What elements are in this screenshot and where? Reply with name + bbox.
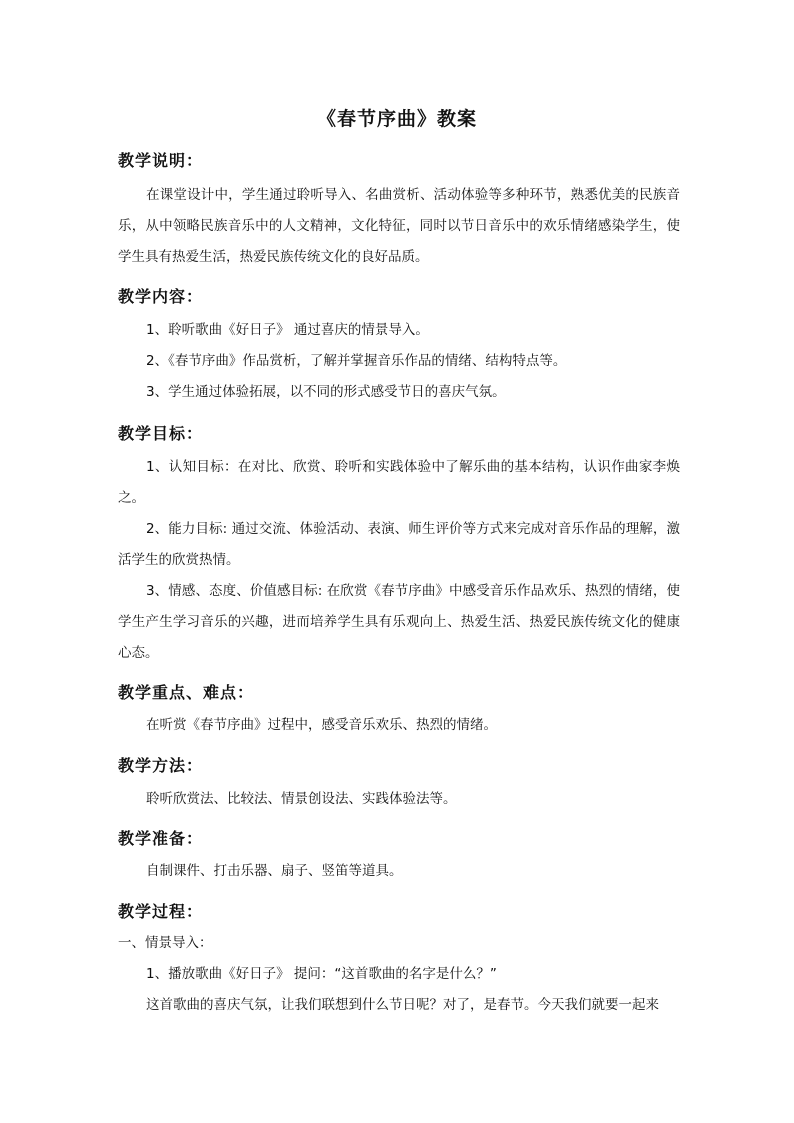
paragraph-methods: 聆听欣赏法、比较法、情景创设法、实践体验法等。 [146, 791, 457, 807]
heading-preparation: 教学准备： [118, 829, 204, 848]
list-item-goal-1: 1、认知目标：在对比、欣赏、聆听和实践体验中了解乐曲的基本结构，认识作曲家李焕之。 [118, 459, 680, 506]
paragraph-preparation: 自制课件、打击乐器、扇子、竖笛等道具。 [146, 863, 403, 879]
list-item-goal-2: 2、能力目标: 通过交流、体验活动、表演、师生评价等方式来完成对音乐作品的理解，激活学生的欣赏热情。 [118, 521, 680, 568]
heading-goals: 教学目标： [118, 424, 204, 443]
paragraph-process: 这首歌曲的喜庆气氛，让我们联想到什么节日呢？对了，是春节。今天我们就要一起来 [146, 997, 659, 1013]
list-item-content-1: 1、聆听歌曲《好日子》 通过喜庆的情景导入。 [146, 322, 429, 338]
document-title: 《春节序曲》教案 [316, 108, 477, 130]
heading-key-points: 教学重点、难点： [118, 683, 255, 702]
list-item-content-2: 2、《春节序曲》作品赏析，了解并掌握音乐作品的情绪、结构特点等。 [146, 353, 567, 369]
list-item-process-1: 1、播放歌曲《好日子》 提问：“这首歌曲的名字是什么？” [146, 966, 497, 982]
heading-content: 教学内容： [118, 287, 204, 306]
list-item-content-3: 3、学生通过体验拓展，以不同的形式感受节日的喜庆气氛。 [146, 384, 506, 400]
heading-methods: 教学方法： [118, 756, 204, 775]
heading-explanation: 教学说明： [118, 151, 204, 170]
subheading-process-intro: 一、情景导入： [118, 935, 213, 951]
list-item-goal-3: 3、情感、态度、价值感目标: 在欣赏《春节序曲》中感受音乐作品欢乐、热烈的情绪，使学生产生学习音乐的兴趣，进而培养学生具有乐观向上、热爱生活、热爱民族传统文化的健康心态。 [118, 583, 680, 661]
heading-process: 教学过程： [118, 902, 204, 921]
paragraph-key-points: 在听赏《春节序曲》过程中，感受音乐欢乐、热烈的情绪。 [146, 717, 497, 733]
paragraph-explanation: 在课堂设计中，学生通过聆听导入、名曲赏析、活动体验等多种环节，熟悉优美的民族音乐，从中领略民族音乐中的人文精神，文化特征，同时以节日音乐中的欢乐情绪感染学生，使学生具有热爱生活，热爱民族传统文化的良好品质。 [118, 187, 680, 265]
